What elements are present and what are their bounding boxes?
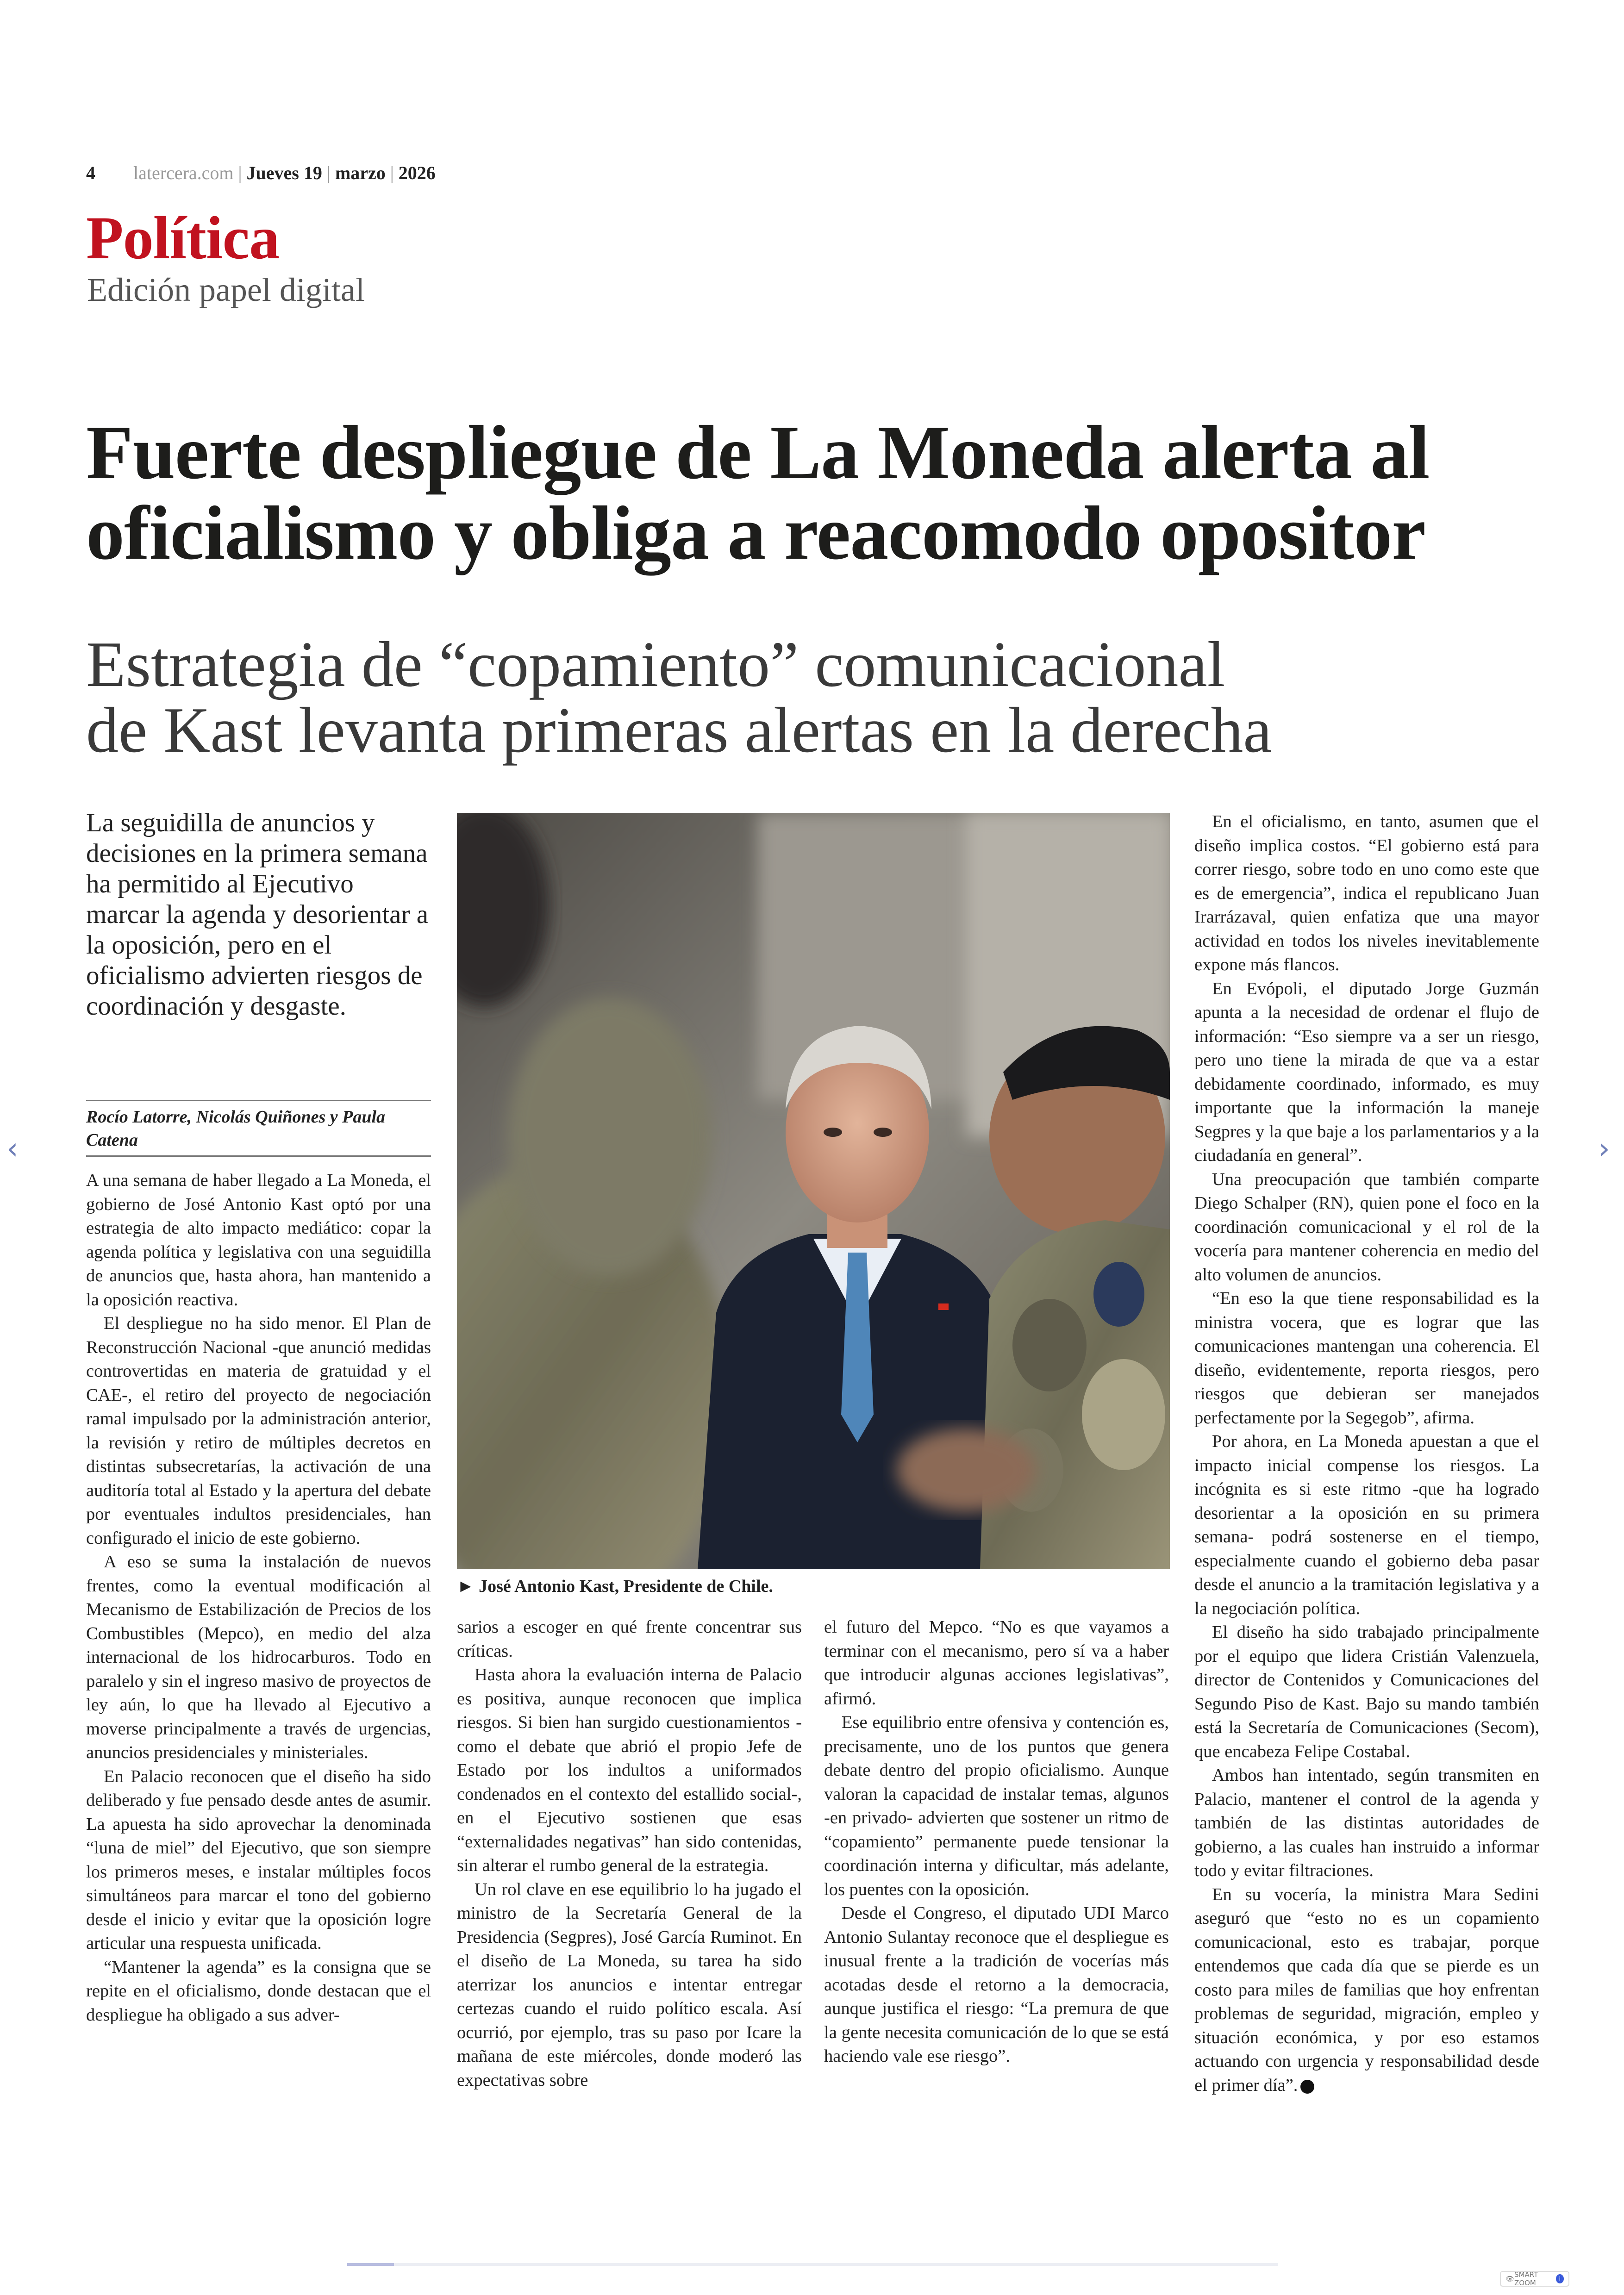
column-3	[824, 1615, 1169, 2069]
paragraph: A eso se suma la instalación de nuevos frentes, como la eventual modificación al Mecanismo de Estabilización de Precios de los Combustibles (Mepco), en medio del alza internacional de los hidrocarburos. Todo en paralelo y sin el ingreso masivo de proyectos de ley aún, lo que ha llevado al Ejecutivo a moverse principalmente a través de urgencias, anuncios presidenciales y ministeriales.	[86, 1552, 431, 1762]
end-mark-icon	[1300, 2080, 1314, 2094]
byline: Rocío Latorre, Nicolás Quiñones y Paula Catena	[86, 1107, 386, 1150]
paragraph: Un rol clave en ese equilibrio lo ha jugado el ministro de la Secretaría General de la Presidencia (Segpres), José García Ruminot. En el diseño de La Moneda, su tarea ha sido aterrizar los anuncios e intentar entregar certezas cuando el ruido político escala. Así ocurrió, por ejemplo, tras su paso por Icare la mañana de este miércoles, donde moderó las expectativas sobre	[457, 1879, 802, 2090]
byline-rule-top	[86, 1100, 431, 1101]
paragraph: “Mantener la agenda” es la consigna que se repite en el oficialismo, donde destacan que el despliegue ha obligado a sus adver-	[86, 1957, 431, 2025]
paragraph	[1194, 1883, 1539, 2098]
paragraph: El diseño ha sido trabajado principalmente por el equipo que lidera Cristián Valenzuela, director de Contenidos y Comunicaciones del Segundo Piso de Kast. Bajo su mando también está la Secretaría de Comunicaciones (Secom), que encabeza Felipe Costabal.	[1194, 1622, 1539, 1761]
paragraph: Hasta ahora la evaluación interna de Palacio es positiva, aunque reconocen que implica riesgos. Si bien han surgido cuestionamientos -como el debate que abrió el propio Jefe de Estado por los indultos a uniformados condenados en el contexto del estallido social-, en el Ejecutivo sostienen que esas “externalidades negativas” han sido contenidas, sin alterar el rumbo general de la estrategia.	[457, 1665, 802, 1875]
smart-zoom-label: SMART ZOOM	[1514, 2270, 1538, 2287]
paragraph: el futuro del Mepco. “No es que vayamos a terminar con el mecanismo, pero sí va a haber que introducir algunas acciones legislativas”, afirmó.	[824, 1617, 1169, 1709]
paragraph: Desde el Congreso, el diputado UDI Marco Antonio Sulantay reconoce que el despliegue es inusual frente a la tradición de vocerías más acotadas desde el retorno a la democracia, aunque justifica el riesgo: “La premura de que la gente necesita comunicación de lo que se está haciendo vale ese riesgo”.	[824, 1903, 1169, 2066]
paragraph: A una semana de haber llegado a La Moneda, el gobierno de José Antonio Kast optó por una estrategia de alto impacto mediático: copar la agenda política y legislativa con una seguidilla de anuncios que, hasta ahora, han mantenido a la oposición reactiva.	[86, 1171, 431, 1310]
info-icon: i	[1556, 2274, 1564, 2283]
paragraph: Una preocupación que también comparte Diego Schalper (RN), quien pone el foco en la coordinación comunicacional y el rol de la vocería para mantener coherencia en medio del alto volumen de anuncios.	[1194, 1169, 1539, 1285]
eye-icon: 👁	[1505, 2275, 1515, 2283]
header-month: marzo	[335, 162, 386, 183]
subheadline-line-1: Estrategia de “copamiento” comunicacional	[86, 629, 1225, 700]
paragraph: Por ahora, en La Moneda apuestan a que el impacto inicial compense los riesgos. La incógnita es si este ritmo -que ha logrado desorientar a la oposición en su primera semana- podrá sostenerse en el tiempo, especialmente cuando el gobierno deba pasar desde el anuncio a la tramitación legislativa y a la negociación política.	[1194, 1432, 1539, 1618]
site-name: latercera.com	[133, 162, 234, 183]
lead-paragraph: La seguidilla de anuncios y decisiones en la primera semana ha permitido al Ejecutivo marcar la agenda y desorientar a la oposición, pero en el oficialismo advierten riesgos de coordinación y desgaste.	[86, 808, 428, 1021]
page-number: 4	[86, 162, 95, 183]
smart-zoom-button[interactable]	[1500, 2271, 1569, 2287]
header-day: Jueves 19	[246, 162, 322, 183]
paragraph: Ambos han intentado, según transmiten en Palacio, mantener el control de la agenda y también de las distintas autoridades de gobierno, a las cuales han instruido a informar todo y evitar filtraciones.	[1194, 1765, 1539, 1880]
paragraph: “En eso la que tiene responsabilidad es la ministra vocera, que es lograr que las comunicaciones mantengan una coherencia. El diseño, evidentemente, reporta riesgos, pero riesgos que debieran ser manejados perfectamente por la Segegob”, afirma.	[1194, 1289, 1539, 1428]
paragraph: El despliegue no ha sido menor. El Plan de Reconstrucción Nacional -que anunció medidas controvertidas en materia de gratuidad y el CAE-, el retiro del proyecto de negociación ramal impulsado por la administración anterior, la revisión y retiro de múltiples decretos en distintas subsecretarías, la activación de una auditoría total al Estado y la apertura del debate por eventuales indultos presidenciales, han configurado el inicio de este gobierno.	[86, 1314, 431, 1548]
page-header: 4 latercera.com | Jueves 19 | marzo | 2026	[86, 162, 436, 183]
column-2	[457, 1615, 802, 2092]
headline-line-2: oficialismo y obliga a reacomodo opositor	[86, 490, 1426, 575]
section-title: Política	[86, 204, 280, 272]
photo-caption: ► José Antonio Kast, Presidente de Chile.	[457, 1577, 773, 1596]
paragraph: En el oficialismo, en tanto, asumen que el diseño implica costos. “El gobierno está para correr riesgo, sobre todo en uno como este que es de emergencia”, indica el republicano Juan Irarrázaval, quien enfatiza que una mayor actividad en todos los niveles inevitablemente expone más flancos.	[1194, 812, 1539, 974]
chevron-right-icon[interactable]: ›	[1598, 1132, 1610, 1166]
article-photo	[457, 813, 1170, 1569]
paragraph: sarios a escoger en qué frente concentrar sus críticas.	[457, 1617, 802, 1661]
page-progress-fill	[347, 2263, 394, 2266]
subheadline	[86, 629, 1544, 766]
paragraph: En Evópoli, el diputado Jorge Guzmán apunta a la necesidad de ordenar el flujo de información: “Eso siempre va a ser un riesgo, pero uno tiene la mirada de que va a estar debidamente coordinado, informado, es muy importante que la información la maneje Segpres y la que baje a los parlamentarios y a la ciudadanía en general”.	[1194, 979, 1539, 1165]
column-4	[1194, 810, 1539, 2097]
byline-rule-bottom	[86, 1155, 431, 1157]
subheadline-line-2: de Kast levanta primeras alertas en la derecha	[86, 694, 1272, 766]
headline-line-1: Fuerte despliegue de La Moneda alerta al	[86, 410, 1430, 495]
paragraph: En Palacio reconocen que el diseño ha sido deliberado y fue pensado desde antes de asumir. La apuesta ha sido aprovechar la denominada “luna de miel” del Ejecutivo, que son siempre los primeros meses, e instalar múltiples focos simultáneos para marcar el tono del gobierno desde el inicio y evitar que la oposición logre articular una respuesta unificada.	[86, 1766, 431, 1953]
chevron-left-icon[interactable]: ‹	[6, 1132, 19, 1166]
headline	[86, 412, 1544, 573]
header-year: 2026	[398, 162, 436, 183]
section-subtitle: Edición papel digital	[87, 271, 365, 308]
paragraph: Ese equilibrio entre ofensiva y contención es, precisamente, uno de los puntos que genera debate dentro del propio oficialismo. Aunque valoran la capacidad de instalar temas, algunos -en privado- advierten que sostener un ritmo de “copamiento” permanente puede tensionar la coordinación interna y dificultar, más adelante, los puentes con la oposición.	[824, 1713, 1169, 1899]
page-progress-bar[interactable]	[347, 2263, 1278, 2266]
closing-quote: En su vocería, la ministra Mara Sedini aseguró que “esto no es un copamiento comunicacional, esto es trabajar, porque entendemos que cada día que se pierde es un costo para miles de familias que hoy enfrentan problemas de seguridad, migración, empleo y situación económica, y por eso estamos actuando con urgencia y responsabilidad desde el primer día”.	[1194, 1884, 1539, 2095]
column-1	[86, 1169, 431, 2027]
